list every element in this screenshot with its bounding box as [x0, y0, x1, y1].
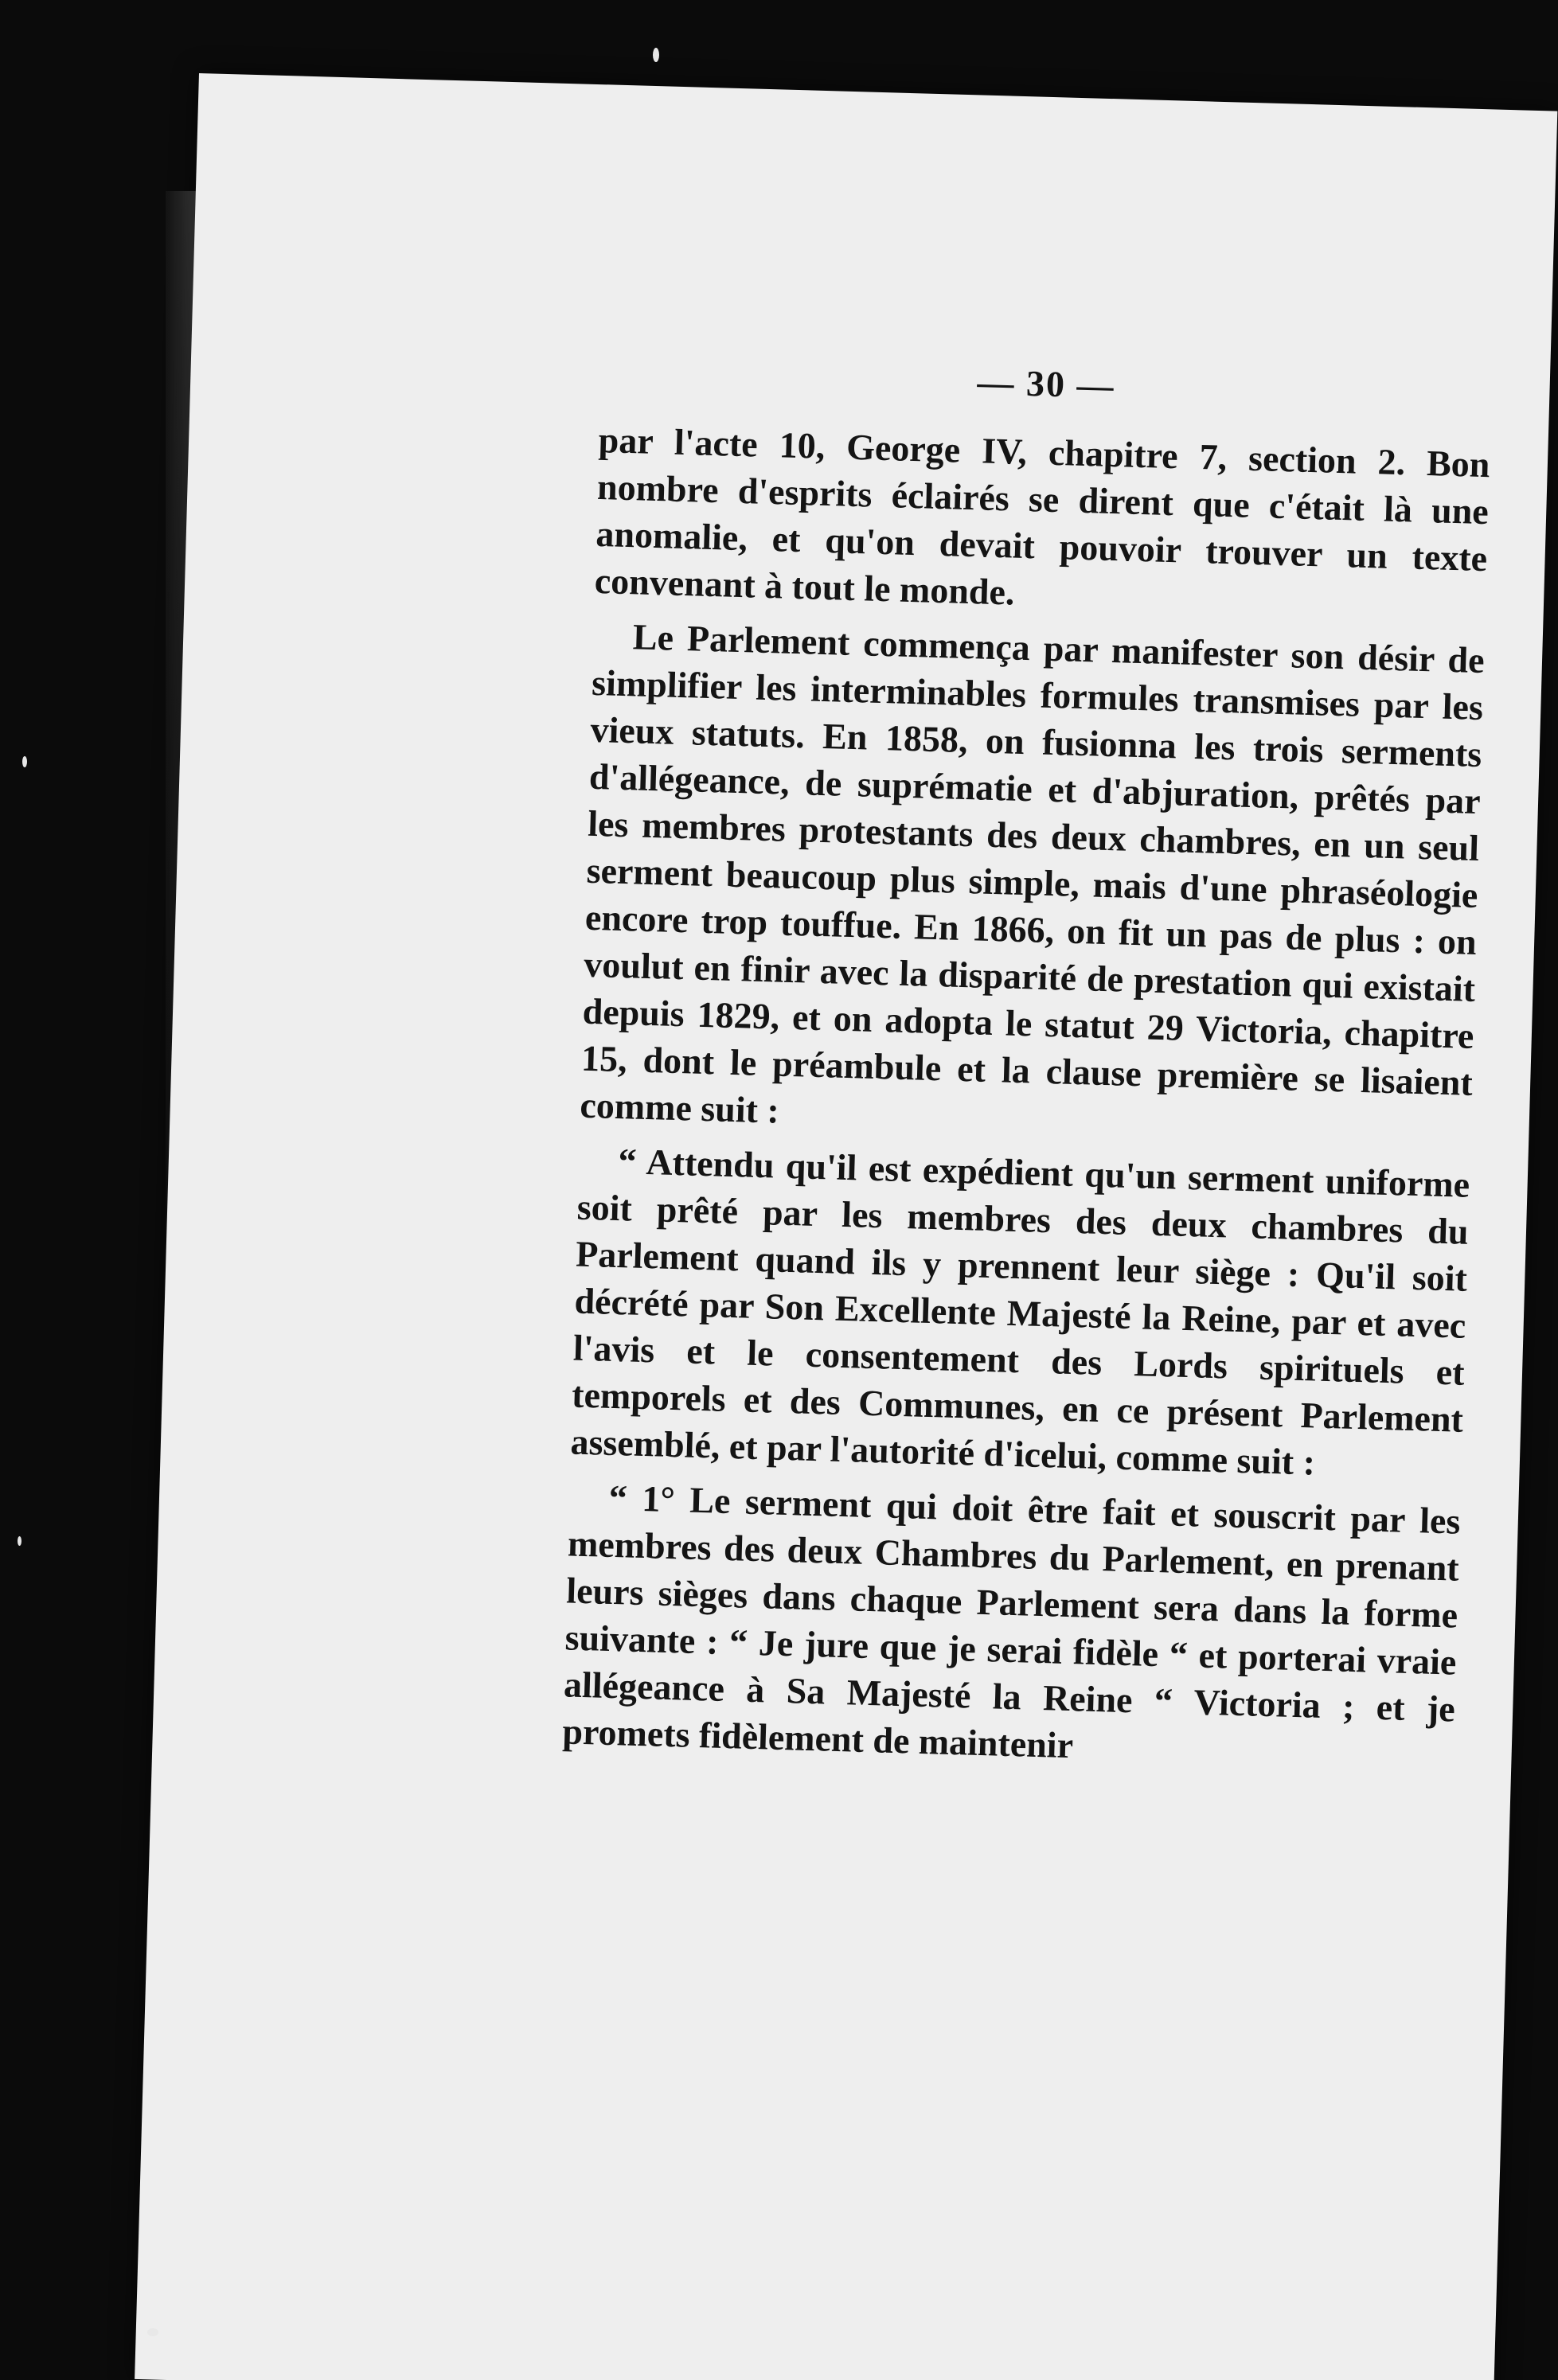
- dust-speck: [653, 48, 659, 62]
- page-number: — 30 —: [976, 361, 1116, 407]
- dust-speck: [18, 1536, 21, 1546]
- paragraph-2: Le Parlement commença par manifester son désir de simplifier les interminables formules transmises par les vieux statuts. En 1858, on fusionna les trois serments d'allégeance, de suprématie et d'abjuration, prêtés par les membres protestants des deux chambres, en un seul serment beaucoup plus simple, mais d'une phraséologie encore trop touffue. En 1866, on fit un pas de plus : on voulut en finir avec la disparité de prestation qui existait depuis 1829, et on adopta le statut 29 Victoria, chapitre 15, dont le préambule et la clause première se lisaient comme suit :: [579, 616, 1486, 1131]
- paragraph-3: “ Attendu qu'il est expédient qu'un serment uniforme soit prêté par les membres des deux chambres du Parlement quand ils y prennent leur siège : Qu'il soit décrété par Son Excellente Majesté la Reine, par et avec l'avis et le consentement des Lords spirituels et temporels et des Communes, en ce présent Parlement assemblé, et par l'autorité d'icelui, comme suit :: [569, 1141, 1470, 1483]
- dust-speck: [22, 756, 27, 767]
- dust-speck: [147, 2328, 158, 2336]
- paragraph-1: par l'acte 10, George IV, chapitre 7, section 2. Bon nombre d'esprits éclairés se dirent que c'était là une anomalie, et qu'on devait pouvoir trouver un texte convenant à tout le monde.: [594, 419, 1491, 613]
- page-text-block: [561, 350, 1492, 1788]
- paragraph-4: “ 1° Le serment qui doit être fait et souscrit par les membres des deux Chambres du Parlement, en prenant leurs sièges dans chaque Parlement sera dans la forme suivante : “ Je jure que je serai fidèle “ et porterai vraie allégeance à Sa Majesté la Reine “ Victoria ; et je promets fidèlement de maintenir: [561, 1477, 1462, 1766]
